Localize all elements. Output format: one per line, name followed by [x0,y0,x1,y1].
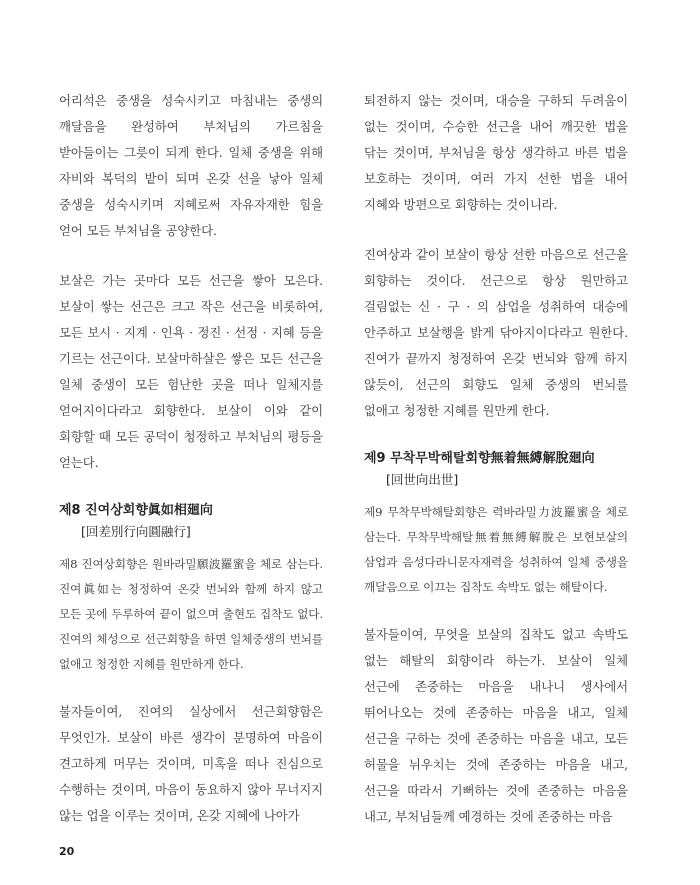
right-paragraph-2: 진여상과 같이 보살이 항상 선한 마음으로 선근을 회향하는 것이다. 선근으로 항상 원만하고 걸림없는 신 · 구 · 의 삼업을 성취하여 대승에 안주하고 보살행을 밝게 닦아지이다라고 원한다. 진여가 끝까지 청정하여 온갖 번뇌와 함께 하지 않듯이, 선근의 회향도 일체 중생의 번뇌를 없애고 청정한 지혜를 원만케 한다. [364,247,628,418]
right-column [364,88,628,854]
section-heading-9-subtitle: [回世向出世] [386,472,459,487]
left-paragraph-3: 제8 진여상회향은 원바라밀願波羅蜜을 체로 삼는다. 진여眞如는 청정하여 온갖 번뇌와 함께 하지 않고 모든 곳에 두루하여 끝이 없으며 출현도 집착도 없다. 진여의 체성으로 선근회향을 하면 일체중생의 번뇌를 없애고 청정한 지혜를 원만하게 한다. [59,557,323,671]
right-paragraph-3: 제9 무착무박해탈회향은 력바라밀力波羅蜜을 체로 삼는다. 무착무박해탈無着無縛解脫은 보현보살의 삼업과 음성다라니문자재력을 성취하여 일체 중생을 깨달음으로 이끄는 집착도 속박도 없는 해탈이다. [364,505,628,594]
right-paragraph-4: 불자들이여, 무엇을 보살의 집착도 없고 속박도 없는 해탈의 회향이라 하는가. 보살이 일체 선근에 존중하는 마음을 내나니 생사에서 뛰어나오는 것에 존중하는 마음을 내고, 일체 선근을 구하는 것에 존중하는 마음을 내고, 모든 허물을 뉘우치는 것에 존중하는 마음을 내고, 선근을 따라서 기뻐하는 것에 존중하는 마음을 내고, 부처님들께 예경하는 것에 존중하는 마음 [364,627,628,824]
section-heading-8-title: 제8 진여상회향眞如相廻向 [59,503,213,518]
left-column [59,88,323,853]
page-number: 20 [59,845,75,858]
section-heading-8-subtitle: [回差別行向圓融行] [81,524,191,539]
section-heading-8 [59,500,323,542]
right-paragraph-1: 퇴전하지 않는 것이며, 대승을 구하되 두려움이 없는 것이며, 수승한 선근을 내어 깨끗한 법을 닦는 것이며, 부처님을 항상 생각하고 바른 법을 보호하는 것이며, 여러 가지 선한 법을 내어 지혜와 방편으로 회향하는 것이니라. [364,93,628,212]
section-heading-9-title: 제9 무착무박해탈회향無着無縛解脫廻向 [364,451,595,466]
left-paragraph-1: 어리석은 중생을 성숙시키고 마침내는 중생의 깨달음을 완성하여 부처님의 가르침을 받아들이는 그릇이 되게 한다. 일체 중생을 위해 자비와 복덕의 밭이 되며 온갖 선을 낳아 일체 중생을 성숙시키며 지혜로써 자유자재한 힘을 얻어 모든 부처님을 공양한다. [59,93,323,238]
left-paragraph-2: 보살은 가는 곳마다 모든 선근을 쌓아 모은다. 보살이 쌓는 선근은 크고 작은 선근을 비롯하여, 모든 보시 · 지계 · 인욕 · 정진 · 선정 · 지혜 등을 기르는 선근이다. 보살마하살은 쌓은 모든 선근을 일체 중생이 모든 험난한 곳을 떠나 일체지를 얻어지이다라고 회향한다. 보살이 이와 같이 회향할 때 모든 공덕이 청정하고 부처님의 평등을 얻는다. [59,273,323,470]
section-heading-9 [364,448,628,490]
left-paragraph-4: 불자들이여, 진여의 실상에서 선근회향함은 무엇인가. 보살이 바른 생각이 분명하여 마음이 견고하게 머무는 것이며, 미혹을 떠나 진심으로 수행하는 것이며, 마음이 동요하지 않아 무너지지 않는 업을 이루는 것이며, 온갖 지혜에 나아가 [59,704,323,823]
